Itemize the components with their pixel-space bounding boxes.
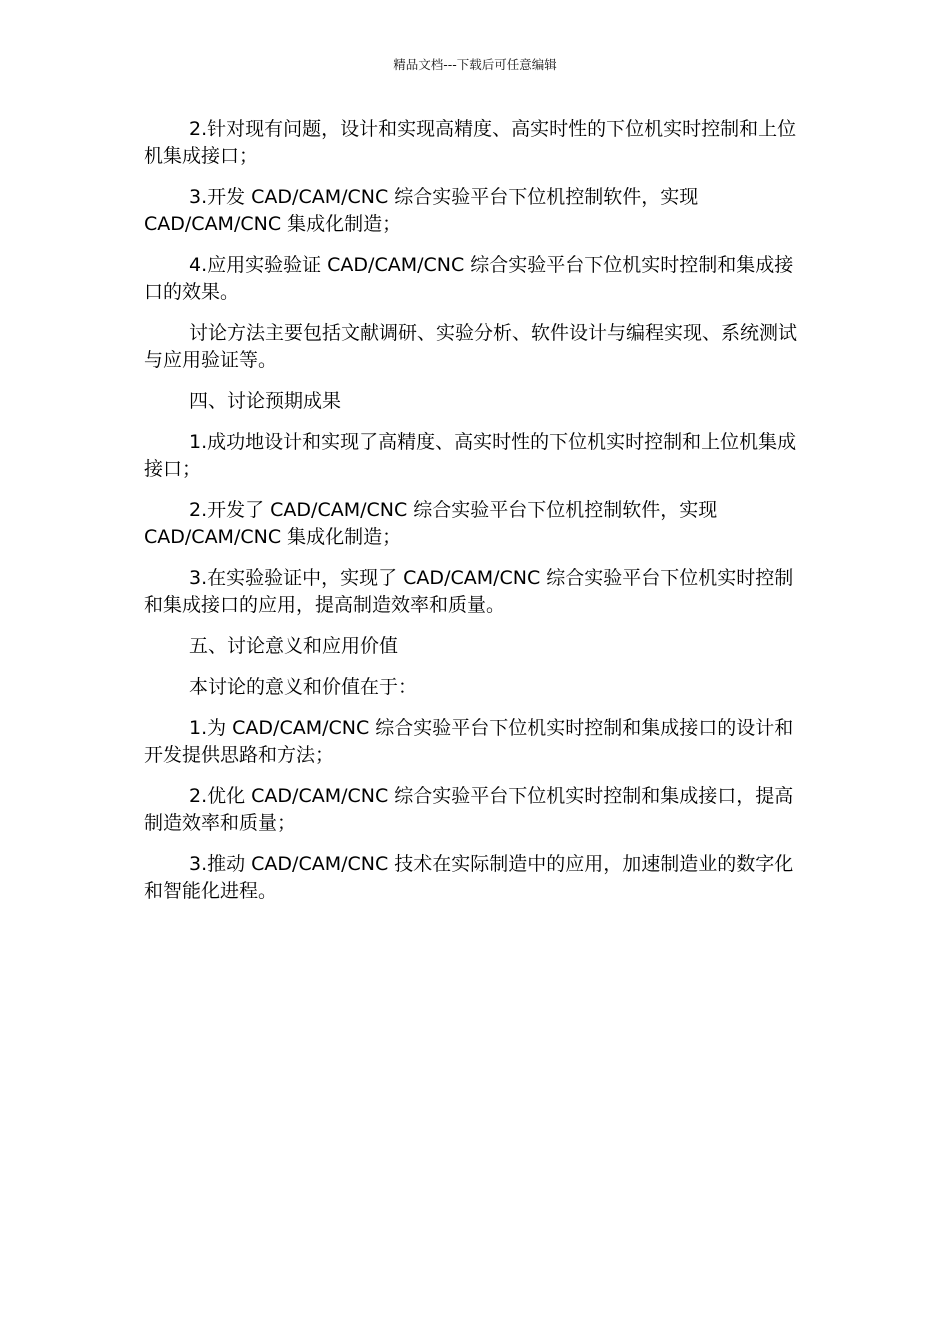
list-item-significance-1: 1.为 CAD/CAM/CNC 综合实验平台下位机实时控制和集成接口的设计和开发提供思路和方法； <box>144 717 794 766</box>
page-header: 精品文档---下载后可任意编辑 <box>393 57 557 72</box>
section-heading-significance: 五、讨论意义和应用价值 <box>189 635 399 657</box>
list-item-significance-2: 2.优化 CAD/CAM/CNC 综合实验平台下位机实时控制和集成接口，提高制造效率和质量； <box>144 785 794 834</box>
list-item-significance-3: 3.推动 CAD/CAM/CNC 技术在实际制造中的应用，加速制造业的数字化和智能化进程。 <box>144 853 794 902</box>
methods-paragraph: 讨论方法主要包括文献调研、实验分析、软件设计与编程实现、系统测试与应用验证等。 <box>144 322 798 371</box>
list-item-objective-4: 4.应用实验验证 CAD/CAM/CNC 综合实验平台下位机实时控制和集成接口的效果。 <box>144 254 794 303</box>
list-item-objective-2: 2.针对现有问题，设计和实现高精度、高实时性的下位机实时控制和上位机集成接口； <box>144 118 797 167</box>
list-item-objective-3: 3.开发 CAD/CAM/CNC 综合实验平台下位机控制软件，实现 CAD/CAM/CNC 集成化制造； <box>144 186 699 235</box>
section-heading-expected-results: 四、讨论预期成果 <box>189 390 342 412</box>
document-body <box>144 116 808 919</box>
significance-intro: 本讨论的意义和价值在于： <box>189 676 418 698</box>
list-item-result-2: 2.开发了 CAD/CAM/CNC 综合实验平台下位机控制软件，实现 CAD/CAM/CNC 集成化制造； <box>144 499 718 548</box>
list-item-result-1: 1.成功地设计和实现了高精度、高实时性的下位机实时控制和上位机集成接口； <box>144 431 797 480</box>
list-item-result-3: 3.在实验验证中，实现了 CAD/CAM/CNC 综合实验平台下位机实时控制和集成接口的应用，提高制造效率和质量。 <box>144 567 794 616</box>
